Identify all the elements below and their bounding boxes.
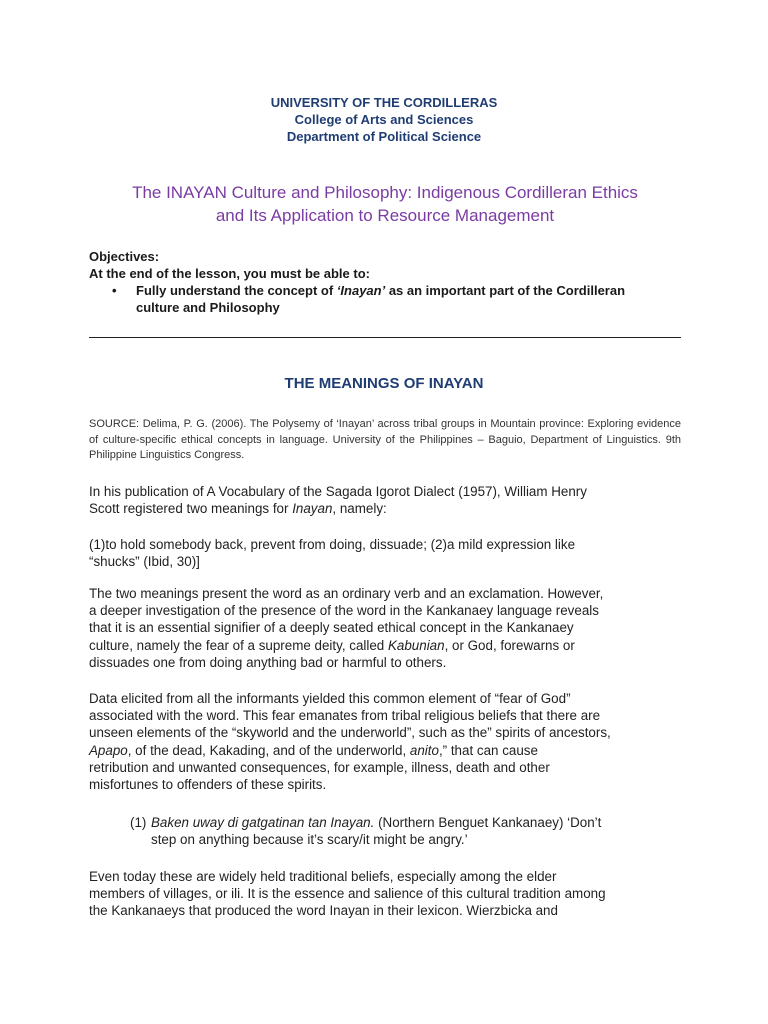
objectives-section [89,248,689,316]
paragraph-line: dissuades one from doing anything bad or harmful to others. [89,654,447,670]
text-run: culture, namely the fear of a supreme deity, called [89,637,388,653]
example-line-1 [130,814,690,831]
paragraph-line [89,637,689,654]
example-sentence [130,814,690,848]
paragraph-3 [89,585,689,671]
objective-term: ‘Inayan’ [336,283,386,298]
example-line-2: step on anything because it’s scary/it might be angry.’ [151,832,468,848]
paragraph-line: “shucks” (Ibid, 30)] [89,554,200,570]
objective-text-line2: culture and Philosophy [136,300,280,315]
text-run: Scott registered two meanings for [89,501,293,517]
objective-text-prefix: Fully understand the concept of [136,283,337,298]
paragraph-line: In his publication of A Vocabulary of the Sagada Igorot Dialect (1957), William Henry [89,484,587,499]
department-name: Department of Political Science [286,129,482,144]
italic-term: Inayan [292,501,333,517]
institution-header [0,94,768,145]
text-run: , or God, forewarns or [444,637,575,653]
paragraph-line: The two meanings present the word as an ordinary verb and an exclamation. However, [89,586,604,601]
italic-term: Apapo [89,742,128,758]
document-title [40,181,730,227]
objective-item [112,282,689,316]
paragraph-line: Even today these are widely held traditional beliefs, especially among the elder [89,869,557,884]
paragraph-line: that it is an essential signifier of a deeply seated ethical concept in the Kankanaey [89,620,574,636]
paragraph-line: retribution and unwanted consequences, for example, illness, death and other [89,759,550,775]
paragraph-line: misfortunes to offenders of these spirits. [89,777,327,793]
objectives-list [89,282,689,316]
title-line-2: and Its Application to Resource Management [215,206,555,225]
text-run: , of the dead, Kakading, and of the underworld, [127,742,410,758]
paragraph-line: associated with the word. This fear emanates from tribal religious beliefs that there are [89,708,601,724]
italic-term: Kabunian [387,637,445,653]
objectives-intro: At the end of the lesson, you must be able to: [89,266,370,281]
source-citation: SOURCE: Delima, P. G. (2006). The Polysemy of ‘Inayan’ across tribal groups in Mountain province: Exploring evidence of culture-specific ethical concepts in language. University of the Philippines – Baguio, Department of Linguistics. 9th Philippine Linguistics Congress. [89,418,681,461]
paragraph-line: Data elicited from all the informants yielded this common element of “fear of God” [89,691,571,706]
objectives-heading: Objectives: [89,249,160,264]
paragraph-1 [89,483,689,517]
paragraph-line: (1)to hold somebody back, prevent from doing, dissuade; (2)a mild expression like [89,537,576,552]
paragraph-line [89,500,689,517]
paragraph-line [89,742,689,759]
objective-text-suffix: as an important part of the Cordilleran [385,283,626,298]
text-run: , namely: [332,501,387,517]
paragraph-2 [89,536,689,570]
paragraph-line: the Kankanaeys that produced the word Inayan in their lexicon. Wierzbicka and [89,903,558,919]
paragraph-line: a deeper investigation of the presence of the word in the Kankanaey language reveals [89,603,599,619]
text-run: ,” that can cause [438,742,538,758]
title-line-1: The INAYAN Culture and Philosophy: Indigenous Cordilleran Ethics [132,183,638,202]
example-number: (1) [130,815,147,830]
paragraph-line: unseen elements of the “skyworld and the underworld”, such as the” spirits of ancestors, [89,725,611,741]
section-heading: THE MEANINGS OF INAYAN [284,375,484,392]
paragraph-4 [89,690,689,793]
bullet-icon: • [112,283,117,298]
horizontal-divider [89,337,681,338]
paragraph-5 [89,868,689,920]
paragraph-line: members of villages, or ili. It is the essence and salience of this cultural tradition among [89,886,606,902]
example-gloss: (Northern Benguet Kankanaey) ‘Don’t [374,815,602,830]
example-phrase: Baken uway di gatgatinan tan Inayan. [151,815,375,830]
italic-term: anito [409,742,439,758]
college-name: College of Arts and Sciences [294,112,474,127]
university-name: UNIVERSITY OF THE CORDILLERAS [270,95,498,110]
